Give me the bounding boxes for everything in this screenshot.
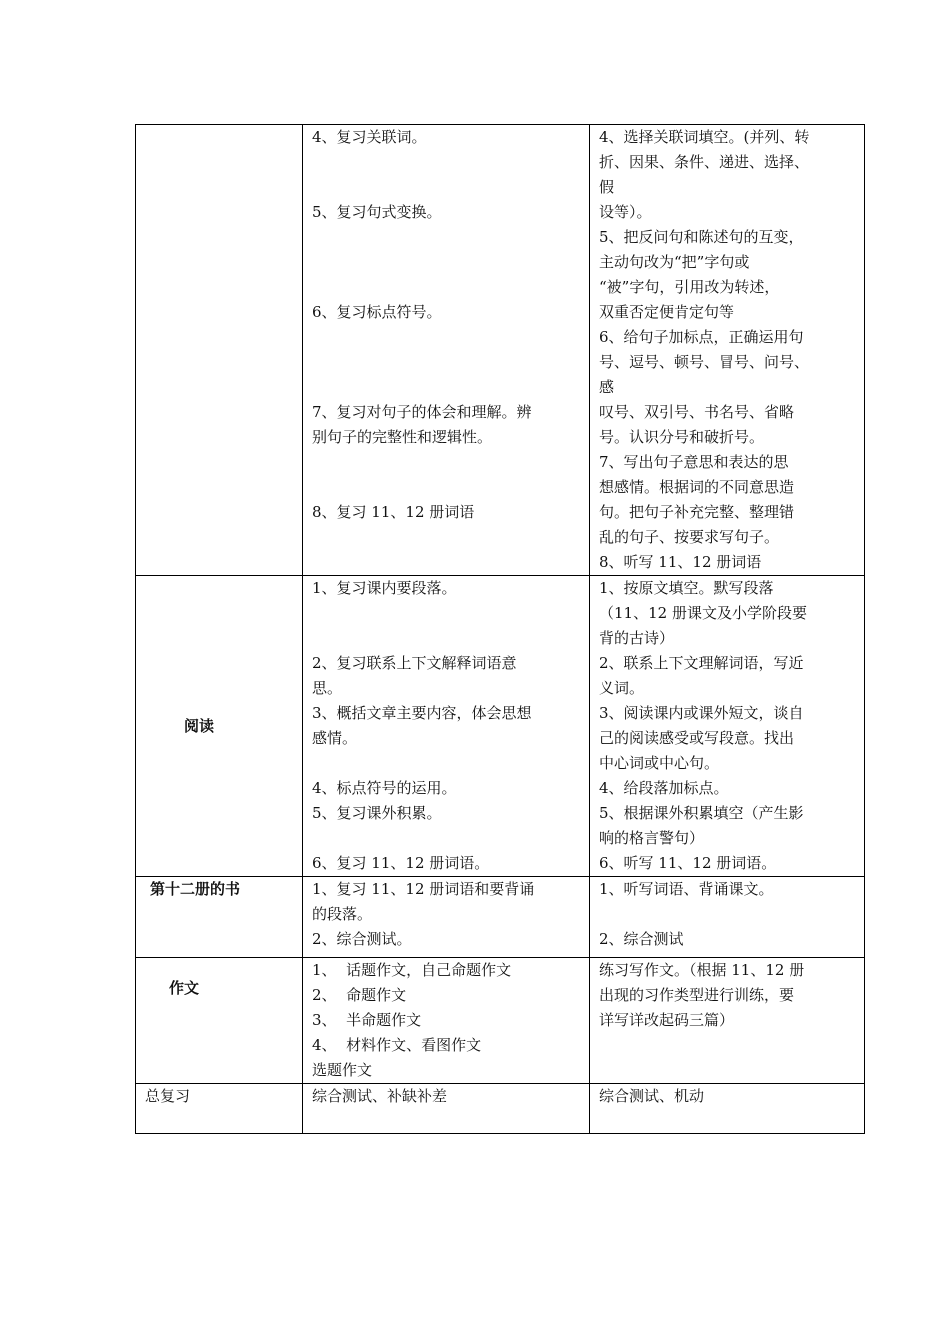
cell-text-line: “被”字句，引用改为转述， bbox=[599, 278, 780, 296]
review-plan-table bbox=[135, 124, 865, 1134]
cell-text-line: 练习写作文。（根据 11、12 册 bbox=[599, 961, 805, 979]
cell-text-line: 5、复习课外积累。 bbox=[312, 804, 442, 822]
cell-text-line: 叹号、双引号、书名号、省略 bbox=[599, 403, 795, 421]
cell-text-line: 2、 命题作文 bbox=[312, 986, 407, 1004]
cell-text-line: 思。 bbox=[312, 679, 343, 697]
cell-text-line bbox=[312, 275, 581, 300]
practice-content-lines bbox=[590, 1084, 864, 1109]
cell-text-line: （11、12 册课文及小学阶段要 bbox=[599, 604, 807, 622]
cell-text-line: 4、标点符号的运用。 bbox=[312, 779, 457, 797]
practice-content-cell bbox=[590, 576, 865, 877]
cell-text-line: 3、概括文章主要内容，体会思想 bbox=[312, 704, 532, 722]
cell-text-line bbox=[312, 601, 581, 626]
cell-text-line bbox=[312, 826, 581, 851]
review-content-lines bbox=[303, 958, 589, 1083]
cell-text-line: 4、 材料作文、看图作文 bbox=[312, 1036, 482, 1054]
practice-content-lines bbox=[590, 576, 864, 876]
cell-text-line: 2、复习联系上下文解释词语意 bbox=[312, 654, 517, 672]
cell-text-line: 5、复习句式变换。 bbox=[312, 203, 442, 221]
cell-text-line bbox=[312, 475, 581, 500]
review-content-lines bbox=[303, 576, 589, 876]
cell-text-line: 设等）。 bbox=[599, 203, 652, 221]
cell-text-line: 折、因果、条件、递进、选择、假 bbox=[599, 153, 810, 196]
category-label: 阅读 bbox=[184, 716, 215, 735]
practice-content-lines bbox=[590, 877, 864, 952]
cell-text-line: 1、复习 11、12 册词语和要背诵 bbox=[312, 880, 535, 898]
practice-content-cell bbox=[590, 958, 865, 1084]
cell-text-line bbox=[312, 175, 581, 200]
cell-text-line: 号、逗号、顿号、冒号、问号、感 bbox=[599, 353, 810, 396]
cell-text-line bbox=[599, 902, 820, 927]
cell-text-line: 感情。 bbox=[312, 729, 358, 747]
cell-text-line: 1、复习课内要段落。 bbox=[312, 579, 457, 597]
cell-text-line: 综合测试、补缺补差 bbox=[312, 1087, 448, 1105]
table-row bbox=[136, 877, 865, 958]
cell-text-line: 5、根据课外积累填空（产生影 bbox=[599, 804, 804, 822]
review-content-lines bbox=[303, 1084, 589, 1109]
cell-text-line: 4、给段落加标点。 bbox=[599, 779, 729, 797]
table-row bbox=[136, 125, 865, 576]
cell-text-line: 句。把句子补充完整、整理错 bbox=[599, 503, 795, 521]
cell-text-line: 出现的习作类型进行训练，要 bbox=[599, 986, 795, 1004]
cell-text-line: 5、把反问句和陈述句的互变， bbox=[599, 228, 804, 246]
cell-text-line: 7、写出句子意思和表达的思 bbox=[599, 453, 789, 471]
cell-text-line bbox=[312, 150, 581, 175]
practice-content-cell bbox=[590, 877, 865, 958]
category-label: 第十二册的书 bbox=[150, 880, 241, 898]
review-content-cell bbox=[303, 1084, 590, 1134]
cell-text-line: 8、复习 11、12 册词语 bbox=[312, 503, 475, 521]
cell-text-line: 2、综合测试 bbox=[599, 930, 684, 948]
cell-text-line: 1、按原文填空。默写段落 bbox=[599, 579, 774, 597]
cell-text-line: 双重否定便肯定句等 bbox=[599, 303, 735, 321]
cell-text-line bbox=[312, 225, 581, 250]
cell-text-line: 3、阅读课内或课外短文，谈自 bbox=[599, 704, 804, 722]
cell-text-line: 7、复习对句子的体会和理解。辨 bbox=[312, 403, 532, 421]
cell-text-line: 义词。 bbox=[599, 679, 645, 697]
cell-text-line: 3、 半命题作文 bbox=[312, 1011, 422, 1029]
cell-text-line bbox=[312, 626, 581, 651]
cell-text-line: 别句子的完整性和逻辑性。 bbox=[312, 428, 493, 446]
cell-text-line: 6、听写 11、12 册词语。 bbox=[599, 854, 777, 872]
cell-text-line: 1、听写词语、背诵课文。 bbox=[599, 880, 774, 898]
cell-text-line: 的段落。 bbox=[312, 905, 373, 923]
category-cell bbox=[136, 125, 303, 576]
category-label: 总复习 bbox=[145, 1087, 191, 1105]
cell-text-line: 乱的句子、按要求写句子。 bbox=[599, 528, 780, 546]
cell-text-line: 2、综合测试。 bbox=[312, 930, 412, 948]
table-row bbox=[136, 576, 865, 877]
cell-text-line bbox=[312, 450, 581, 475]
cell-text-line: 己的阅读感受或写段意。找出 bbox=[599, 729, 795, 747]
review-content-lines bbox=[303, 125, 589, 525]
cell-text-line: 响的格言警句） bbox=[599, 829, 705, 847]
cell-text-line: 选题作文 bbox=[312, 1061, 373, 1079]
cell-text-line bbox=[312, 325, 581, 350]
cell-text-line: 8、听写 11、12 册词语 bbox=[599, 553, 762, 571]
cell-text-line: 6、复习 11、12 册词语。 bbox=[312, 854, 490, 872]
cell-text-line: 中心词或中心句。 bbox=[599, 754, 720, 772]
table-row bbox=[136, 1084, 865, 1134]
category-cell bbox=[136, 1084, 303, 1134]
cell-text-line: 号。认识分号和破折号。 bbox=[599, 428, 765, 446]
cell-text-line: 4、复习关联词。 bbox=[312, 128, 427, 146]
cell-text-line bbox=[312, 250, 581, 275]
category-cell bbox=[136, 958, 303, 1084]
practice-content-cell bbox=[590, 125, 865, 576]
cell-text-line: 2、联系上下文理解词语，写近 bbox=[599, 654, 804, 672]
cell-text-line: 6、复习标点符号。 bbox=[312, 303, 442, 321]
category-cell bbox=[136, 576, 303, 877]
cell-text-line: 详写详改起码三篇） bbox=[599, 1011, 735, 1029]
cell-text-line: 6、给句子加标点，正确运用句 bbox=[599, 328, 804, 346]
category-label: 作文 bbox=[169, 979, 200, 997]
practice-content-lines bbox=[590, 125, 864, 575]
cell-text-line: 想感情。根据词的不同意思造 bbox=[599, 478, 795, 496]
practice-content-cell bbox=[590, 1084, 865, 1134]
cell-text-line: 综合测试、机动 bbox=[599, 1087, 705, 1105]
table-row bbox=[136, 958, 865, 1084]
cell-text-line: 主动句改为“把”字句或 bbox=[599, 253, 750, 271]
cell-text-line bbox=[312, 751, 581, 776]
review-content-cell bbox=[303, 877, 590, 958]
cell-text-line bbox=[312, 350, 581, 375]
review-content-lines bbox=[303, 877, 589, 952]
category-cell bbox=[136, 877, 303, 958]
review-content-cell bbox=[303, 125, 590, 576]
practice-content-lines bbox=[590, 958, 864, 1033]
cell-text-line bbox=[312, 375, 581, 400]
cell-text-line: 4、选择关联词填空。(并列、转 bbox=[599, 128, 810, 146]
cell-text-line: 1、 话题作文，自己命题作文 bbox=[312, 961, 512, 979]
review-content-cell bbox=[303, 576, 590, 877]
review-content-cell bbox=[303, 958, 590, 1084]
cell-text-line: 背的古诗） bbox=[599, 629, 675, 647]
